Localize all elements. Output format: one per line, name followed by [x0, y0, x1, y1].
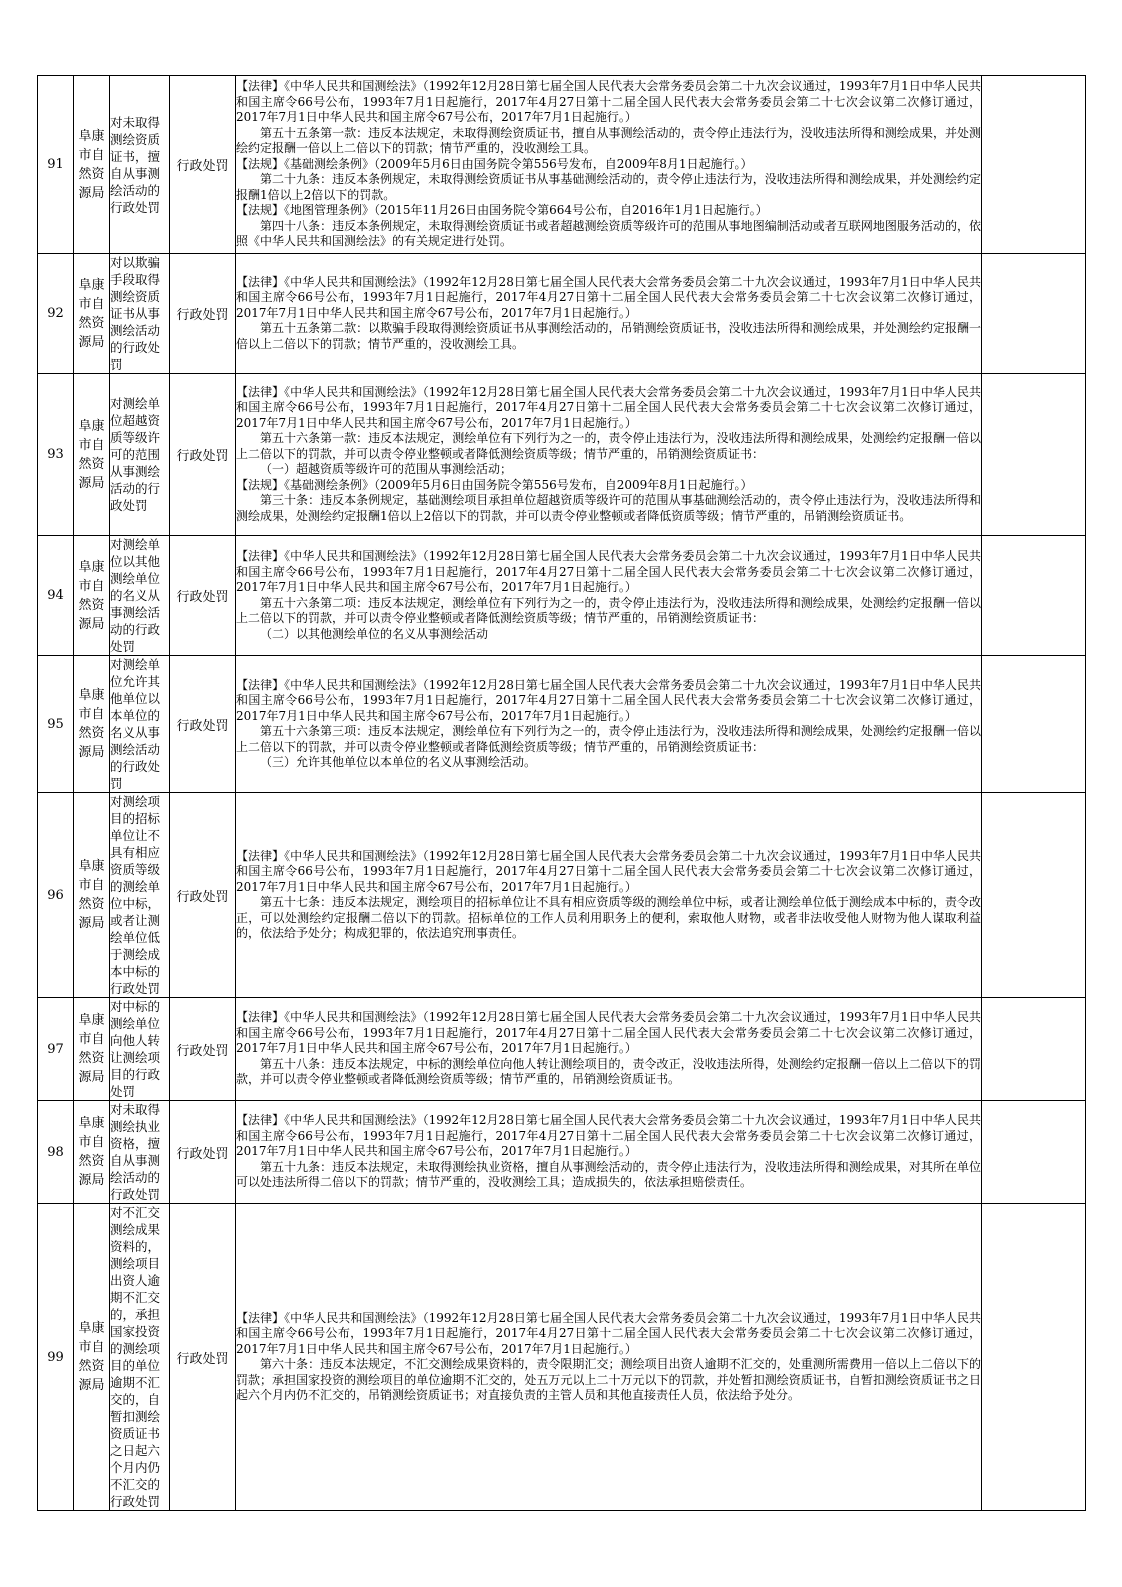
remarks-cell	[982, 1204, 1086, 1511]
penalty-item-cell	[110, 374, 170, 536]
penalty-item-name: 对未取得测绘执业资格，擅自从事测绘活动的行政处罚	[110, 1102, 161, 1202]
legal-basis-cell	[236, 793, 982, 998]
legal-basis-cell	[236, 536, 982, 656]
remarks-cell	[982, 793, 1086, 998]
power-type: 行政处罚	[176, 718, 229, 734]
legal-basis-paragraph: 第三十条：违反本条例规定，基础测绘项目承担单位超越资质等级许可的范围从事基础测绘活动的，责令停止违法行为，没收违法所得和测绘成果，处测绘约定报酬1倍以上2倍以下的罚款，并可以责令停业整顿或者降低资质等级；情节严重的，吊销测绘资质证书。	[236, 493, 981, 523]
power-type: 行政处罚	[176, 449, 229, 464]
row-number-cell	[38, 998, 74, 1101]
row-number: 91	[47, 157, 64, 172]
enforcement-agency-cell	[74, 1101, 110, 1204]
legal-basis-paragraph: 第五十七条：违反本法规定，测绘项目的招标单位让不具有相应资质等级的测绘单位中标，或者让测绘单位低于测绘成本中标的，责令改正，可以处测绘约定报酬二倍以下的罚款。招标单位的工作人员利用职务上的便利，索取他人财物，或者非法收受他人财物为他人谋取利益的，依法给予处分；构成犯罪的，依法追究刑事责任。	[236, 895, 981, 940]
power-type: 行政处罚	[176, 1043, 229, 1059]
legal-basis-paragraph: 【法律】《中华人民共和国测绘法》（1992年12月28日第七届全国人民代表大会常务委员会第二十九次会议通过，1993年7月1日中华人民共和国主席令66号公布，1993年7月1日起施行，2017年4月27日第十二届全国人民代表大会常务委员会第二十七次会议第二次修订通过，2017年7月1日中华人民共和国主席令67号公布，2017年7月1日起施行。）	[236, 1113, 981, 1159]
row-number: 95	[47, 716, 64, 732]
enforcement-agency-cell	[74, 254, 110, 374]
legal-basis-cell	[236, 374, 982, 536]
legal-basis-paragraph: 【法规】《基础测绘条例》（2009年5月6日由国务院令第556号发布，自2009年8月1日起施行。）	[236, 477, 753, 492]
enforcement-agency: 阜康市自然资源局	[78, 277, 105, 350]
enforcement-agency-cell	[74, 536, 110, 656]
enforcement-agency-cell	[74, 656, 110, 793]
enforcement-agency-cell	[74, 1204, 110, 1511]
penalty-item-cell	[110, 1204, 170, 1511]
enforcement-agency: 阜康市自然资源局	[78, 1013, 105, 1085]
penalty-item-name: 对中标的测绘单位向他人转让测绘项目的行政处罚	[110, 999, 161, 1099]
row-number-cell	[38, 374, 74, 536]
remarks-cell	[982, 1101, 1086, 1204]
table-row	[38, 998, 1086, 1101]
power-type: 行政处罚	[176, 889, 229, 905]
row-number: 98	[47, 1144, 64, 1160]
legal-basis-cell	[236, 656, 982, 793]
enforcement-agency: 阜康市自然资源局	[78, 859, 105, 931]
penalty-item-cell	[110, 793, 170, 998]
row-number: 97	[47, 1041, 64, 1057]
penalty-item-name: 对测绘单位以其他测绘单位的名义从事测绘活动的行政处罚	[110, 537, 161, 654]
remarks-cell	[982, 76, 1086, 254]
legal-basis-paragraph: 第五十六条第一款：违反本法规定，测绘单位有下列行为之一的，责令停止违法行为，没收违法所得和测绘成果，处测绘约定报酬一倍以上二倍以下的罚款，并可以责令停业整顿或者降低测绘资质等级；情节严重的，吊销测绘资质证书：	[236, 431, 981, 461]
remarks-cell	[982, 998, 1086, 1101]
enforcement-agency: 阜康市自然资源局	[78, 1116, 105, 1188]
power-type-cell	[170, 656, 236, 793]
power-type-cell	[170, 254, 236, 374]
penalty-item-cell	[110, 656, 170, 793]
legal-basis-paragraph: 第五十九条：违反本法规定，未取得测绘执业资格，擅自从事测绘活动的，责令停止违法行为，没收违法所得和测绘成果，对其所在单位可以处违法所得二倍以下的罚款；情节严重的，没收测绘工具；造成损失的，依法承担赔偿责任。	[236, 1159, 981, 1190]
enforcement-agency: 阜康市自然资源局	[78, 559, 105, 632]
legal-basis-paragraph: 第五十六条第三项：违反本法规定，测绘单位有下列行为之一的，责令停止违法行为，没收违法所得和测绘成果，处测绘约定报酬一倍以上二倍以下的罚款，并可以责令停业整顿或者降低测绘资质等级；情节严重的，吊销测绘资质证书：	[236, 724, 981, 754]
enforcement-agency: 阜康市自然资源局	[78, 418, 105, 491]
penalty-item-cell	[110, 254, 170, 374]
legal-basis-paragraph: 第五十八条：违反本法规定，中标的测绘单位向他人转让测绘项目的，责令改正，没收违法所得，处测绘约定报酬一倍以上二倍以下的罚款，并可以责令停业整顿或者降低测绘资质等级；情节严重的，吊销测绘资质证书。	[236, 1056, 981, 1087]
legal-basis-paragraph: （三）允许其他单位以本单位的名义从事测绘活动。	[260, 755, 537, 769]
legal-basis-cell	[236, 76, 982, 254]
legal-basis-paragraph: （二）以其他测绘单位的名义从事测绘活动	[260, 626, 489, 641]
legal-basis-paragraph: 第五十五条第一款：违反本法规定，未取得测绘资质证书，擅自从事测绘活动的，责令停止违法行为，没收违法所得和测绘成果，并处测绘约定报酬一倍以上二倍以下的罚款；情节严重的，没收测绘工具。	[236, 125, 981, 156]
power-type: 行政处罚	[176, 1146, 229, 1162]
row-number-cell	[38, 1204, 74, 1511]
legal-basis-paragraph: 【法律】《中华人民共和国测绘法》（1992年12月28日第七届全国人民代表大会常务委员会第二十九次会议通过，1993年7月1日中华人民共和国主席令66号公布，1993年7月1日起施行，2017年4月27日第十二届全国人民代表大会常务委员会第二十七次会议第二次修订通过，2017年7月1日中华人民共和国主席令67号公布，2017年7月1日起施行。）	[236, 1010, 981, 1056]
legal-basis-paragraph: 第五十五条第二款：以欺骗手段取得测绘资质证书从事测绘活动的，吊销测绘资质证书，没收违法所得和测绘成果，并处测绘约定报酬一倍以上二倍以下的罚款；情节严重的，没收测绘工具。	[236, 321, 981, 351]
table-row	[38, 1101, 1086, 1204]
legal-basis-paragraph: 【法律】《中华人民共和国测绘法》（1992年12月28日第七届全国人民代表大会常务委员会第二十九次会议通过，1993年7月1日中华人民共和国主席令66号公布，1993年7月1日起施行，2017年4月27日第十二届全国人民代表大会常务委员会第二十七次会议第二次修订通过，2017年7月1日中华人民共和国主席令67号公布，2017年7月1日起施行。）	[236, 848, 981, 894]
power-type: 行政处罚	[176, 308, 229, 323]
enforcement-agency-cell	[74, 998, 110, 1101]
legal-basis-paragraph: 【法律】《中华人民共和国测绘法》（1992年12月28日第七届全国人民代表大会常务委员会第二十九次会议通过，1993年7月1日中华人民共和国主席令66号公布，1993年7月1日起施行，2017年4月27日第十二届全国人民代表大会常务委员会第二十七次会议第二次修订通过，2017年7月1日中华人民共和国主席令67号公布，2017年7月1日起施行。）	[236, 1310, 981, 1356]
legal-basis-paragraph: 【法律】《中华人民共和国测绘法》（1992年12月28日第七届全国人民代表大会常务委员会第二十九次会议通过，1993年7月1日中华人民共和国主席令66号公布，1993年7月1日起施行，2017年4月27日第十二届全国人民代表大会常务委员会第二十七次会议第二次修订通过，2017年7月1日中华人民共和国主席令67号公布，2017年7月1日起施行。）	[236, 677, 981, 723]
power-type-cell	[170, 374, 236, 536]
table-row	[38, 76, 1086, 254]
power-type-cell	[170, 1204, 236, 1511]
penalty-item-cell	[110, 998, 170, 1101]
row-number: 99	[47, 1349, 64, 1365]
penalty-item-name: 对不汇交测绘成果资料的，测绘项目出资人逾期不汇交的，承担国家投资的测绘项目的单位逾期不汇交的，自暂扣测绘资质证书之日起六个月内仍不汇交的行政处罚	[110, 1205, 161, 1509]
enforcement-agency-cell	[74, 793, 110, 998]
remarks-cell	[982, 656, 1086, 793]
row-number-cell	[38, 656, 74, 793]
table-row	[38, 793, 1086, 998]
penalty-item-name: 对未取得测绘资质证书，擅自从事测绘活动的行政处罚	[110, 114, 161, 215]
legal-basis-paragraph: 第五十六条第二项：违反本法规定，测绘单位有下列行为之一的，责令停止违法行为，没收违法所得和测绘成果，处测绘约定报酬一倍以上二倍以下的罚款，并可以责令停业整顿或者降低测绘资质等级；情节严重的，吊销测绘资质证书：	[236, 595, 981, 625]
document-page	[37, 75, 1085, 1511]
remarks-cell	[982, 374, 1086, 536]
table-row	[38, 656, 1086, 793]
penalty-item-cell	[110, 76, 170, 254]
table-row	[38, 536, 1086, 656]
row-number: 93	[47, 447, 64, 462]
legal-basis-paragraph: 【法律】《中华人民共和国测绘法》（1992年12月28日第七届全国人民代表大会常务委员会第二十九次会议通过，1993年7月1日中华人民共和国主席令66号公布，1993年7月1日起施行，2017年4月27日第十二届全国人民代表大会常务委员会第二十七次会议第二次修订通过，2017年7月1日中华人民共和国主席令67号公布，2017年7月1日起施行。）	[236, 274, 981, 320]
row-number: 92	[47, 306, 64, 321]
penalty-item-cell	[110, 1101, 170, 1204]
row-number-cell	[38, 536, 74, 656]
legal-basis-cell	[236, 1101, 982, 1204]
row-number: 94	[47, 588, 64, 603]
power-type-cell	[170, 793, 236, 998]
table-row	[38, 254, 1086, 374]
administrative-penalty-table	[37, 75, 1086, 1511]
penalty-item-name: 对测绘项目的招标单位让不具有相应资质等级的测绘单位中标，或者让测绘单位低于测绘成本中标的行政处罚	[110, 794, 161, 996]
enforcement-agency: 阜康市自然资源局	[78, 688, 105, 760]
power-type-cell	[170, 76, 236, 254]
row-number-cell	[38, 793, 74, 998]
legal-basis-paragraph: 【法规】《地图管理条例》（2015年11月26日由国务院令第664号公布，自2016年1月1日起施行。）	[236, 203, 768, 218]
penalty-item-name: 对以欺骗手段取得测绘资质证书从事测绘活动的行政处罚	[110, 255, 161, 372]
legal-basis-paragraph: 第四十八条：违反本条例规定，未取得测绘资质证书或者超越测绘资质等级许可的范围从事地图编制活动或者互联网地图服务活动的，依照《中华人民共和国测绘法》的有关规定进行处罚。	[236, 218, 981, 249]
table-row	[38, 374, 1086, 536]
legal-basis-paragraph: 【法律】《中华人民共和国测绘法》（1992年12月28日第七届全国人民代表大会常务委员会第二十九次会议通过，1993年7月1日中华人民共和国主席令66号公布，1993年7月1日起施行，2017年4月27日第十二届全国人民代表大会常务委员会第二十七次会议第二次修订通过，2017年7月1日中华人民共和国主席令67号公布，2017年7月1日起施行。）	[236, 384, 981, 430]
power-type-cell	[170, 1101, 236, 1204]
power-type: 行政处罚	[176, 590, 229, 605]
power-type-cell	[170, 998, 236, 1101]
row-number-cell	[38, 76, 74, 254]
legal-basis-paragraph: 【法律】《中华人民共和国测绘法》（1992年12月28日第七届全国人民代表大会常务委员会第二十九次会议通过，1993年7月1日中华人民共和国主席令66号公布，1993年7月1日起施行，2017年4月27日第十二届全国人民代表大会常务委员会第二十七次会议第二次修订通过，2017年7月1日中华人民共和国主席令67号公布，2017年7月1日起施行。）	[236, 79, 981, 125]
legal-basis-paragraph: 【法律】《中华人民共和国测绘法》（1992年12月28日第七届全国人民代表大会常务委员会第二十九次会议通过，1993年7月1日中华人民共和国主席令66号公布，1993年7月1日起施行，2017年4月27日第十二届全国人民代表大会常务委员会第二十七次会议第二次修订通过，2017年7月1日中华人民共和国主席令67号公布，2017年7月1日起施行。）	[236, 549, 981, 594]
legal-basis-paragraph: 第六十条：违反本法规定，不汇交测绘成果资料的，责令限期汇交；测绘项目出资人逾期不汇交的，处重测所需费用一倍以上二倍以下的罚款；承担国家投资的测绘项目的单位逾期不汇交的，处五万元以上二十万元以下的罚款，并处暂扣测绘资质证书，自暂扣测绘资质证书之日起六个月内仍不汇交的，吊销测绘资质证书；对直接负责的主管人员和其他直接责任人员，依法给予处分。	[236, 1357, 981, 1402]
row-number-cell	[38, 254, 74, 374]
row-number-cell	[38, 1101, 74, 1204]
enforcement-agency: 阜康市自然资源局	[78, 128, 105, 201]
enforcement-agency: 阜康市自然资源局	[78, 1321, 105, 1393]
legal-basis-paragraph: 第二十九条：违反本条例规定，未取得测绘资质证书从事基础测绘活动的，责令停止违法行为，没收违法所得和测绘成果，并处测绘约定报酬1倍以上2倍以下的罚款。	[236, 172, 981, 202]
legal-basis-cell	[236, 254, 982, 374]
power-type-cell	[170, 536, 236, 656]
legal-basis-cell	[236, 998, 982, 1101]
remarks-cell	[982, 254, 1086, 374]
penalty-item-name: 对测绘单位允许其他单位以本单位的名义从事测绘活动的行政处罚	[110, 657, 161, 791]
remarks-cell	[982, 536, 1086, 656]
legal-basis-paragraph: 【法规】《基础测绘条例》（2009年5月6日由国务院令第556号发布，自2009年8月1日起施行。）	[236, 156, 753, 171]
power-type: 行政处罚	[176, 1351, 229, 1367]
table-body	[38, 76, 1086, 1511]
legal-basis-cell	[236, 1204, 982, 1511]
penalty-item-cell	[110, 536, 170, 656]
power-type: 行政处罚	[176, 159, 229, 174]
legal-basis-paragraph: （一）超越资质等级许可的范围从事测绘活动；	[260, 462, 513, 477]
table-row	[38, 1204, 1086, 1511]
enforcement-agency-cell	[74, 76, 110, 254]
penalty-item-name: 对测绘单位超越资质等级许可的范围从事测绘活动的行政处罚	[110, 396, 161, 513]
enforcement-agency-cell	[74, 374, 110, 536]
row-number: 96	[47, 887, 64, 903]
